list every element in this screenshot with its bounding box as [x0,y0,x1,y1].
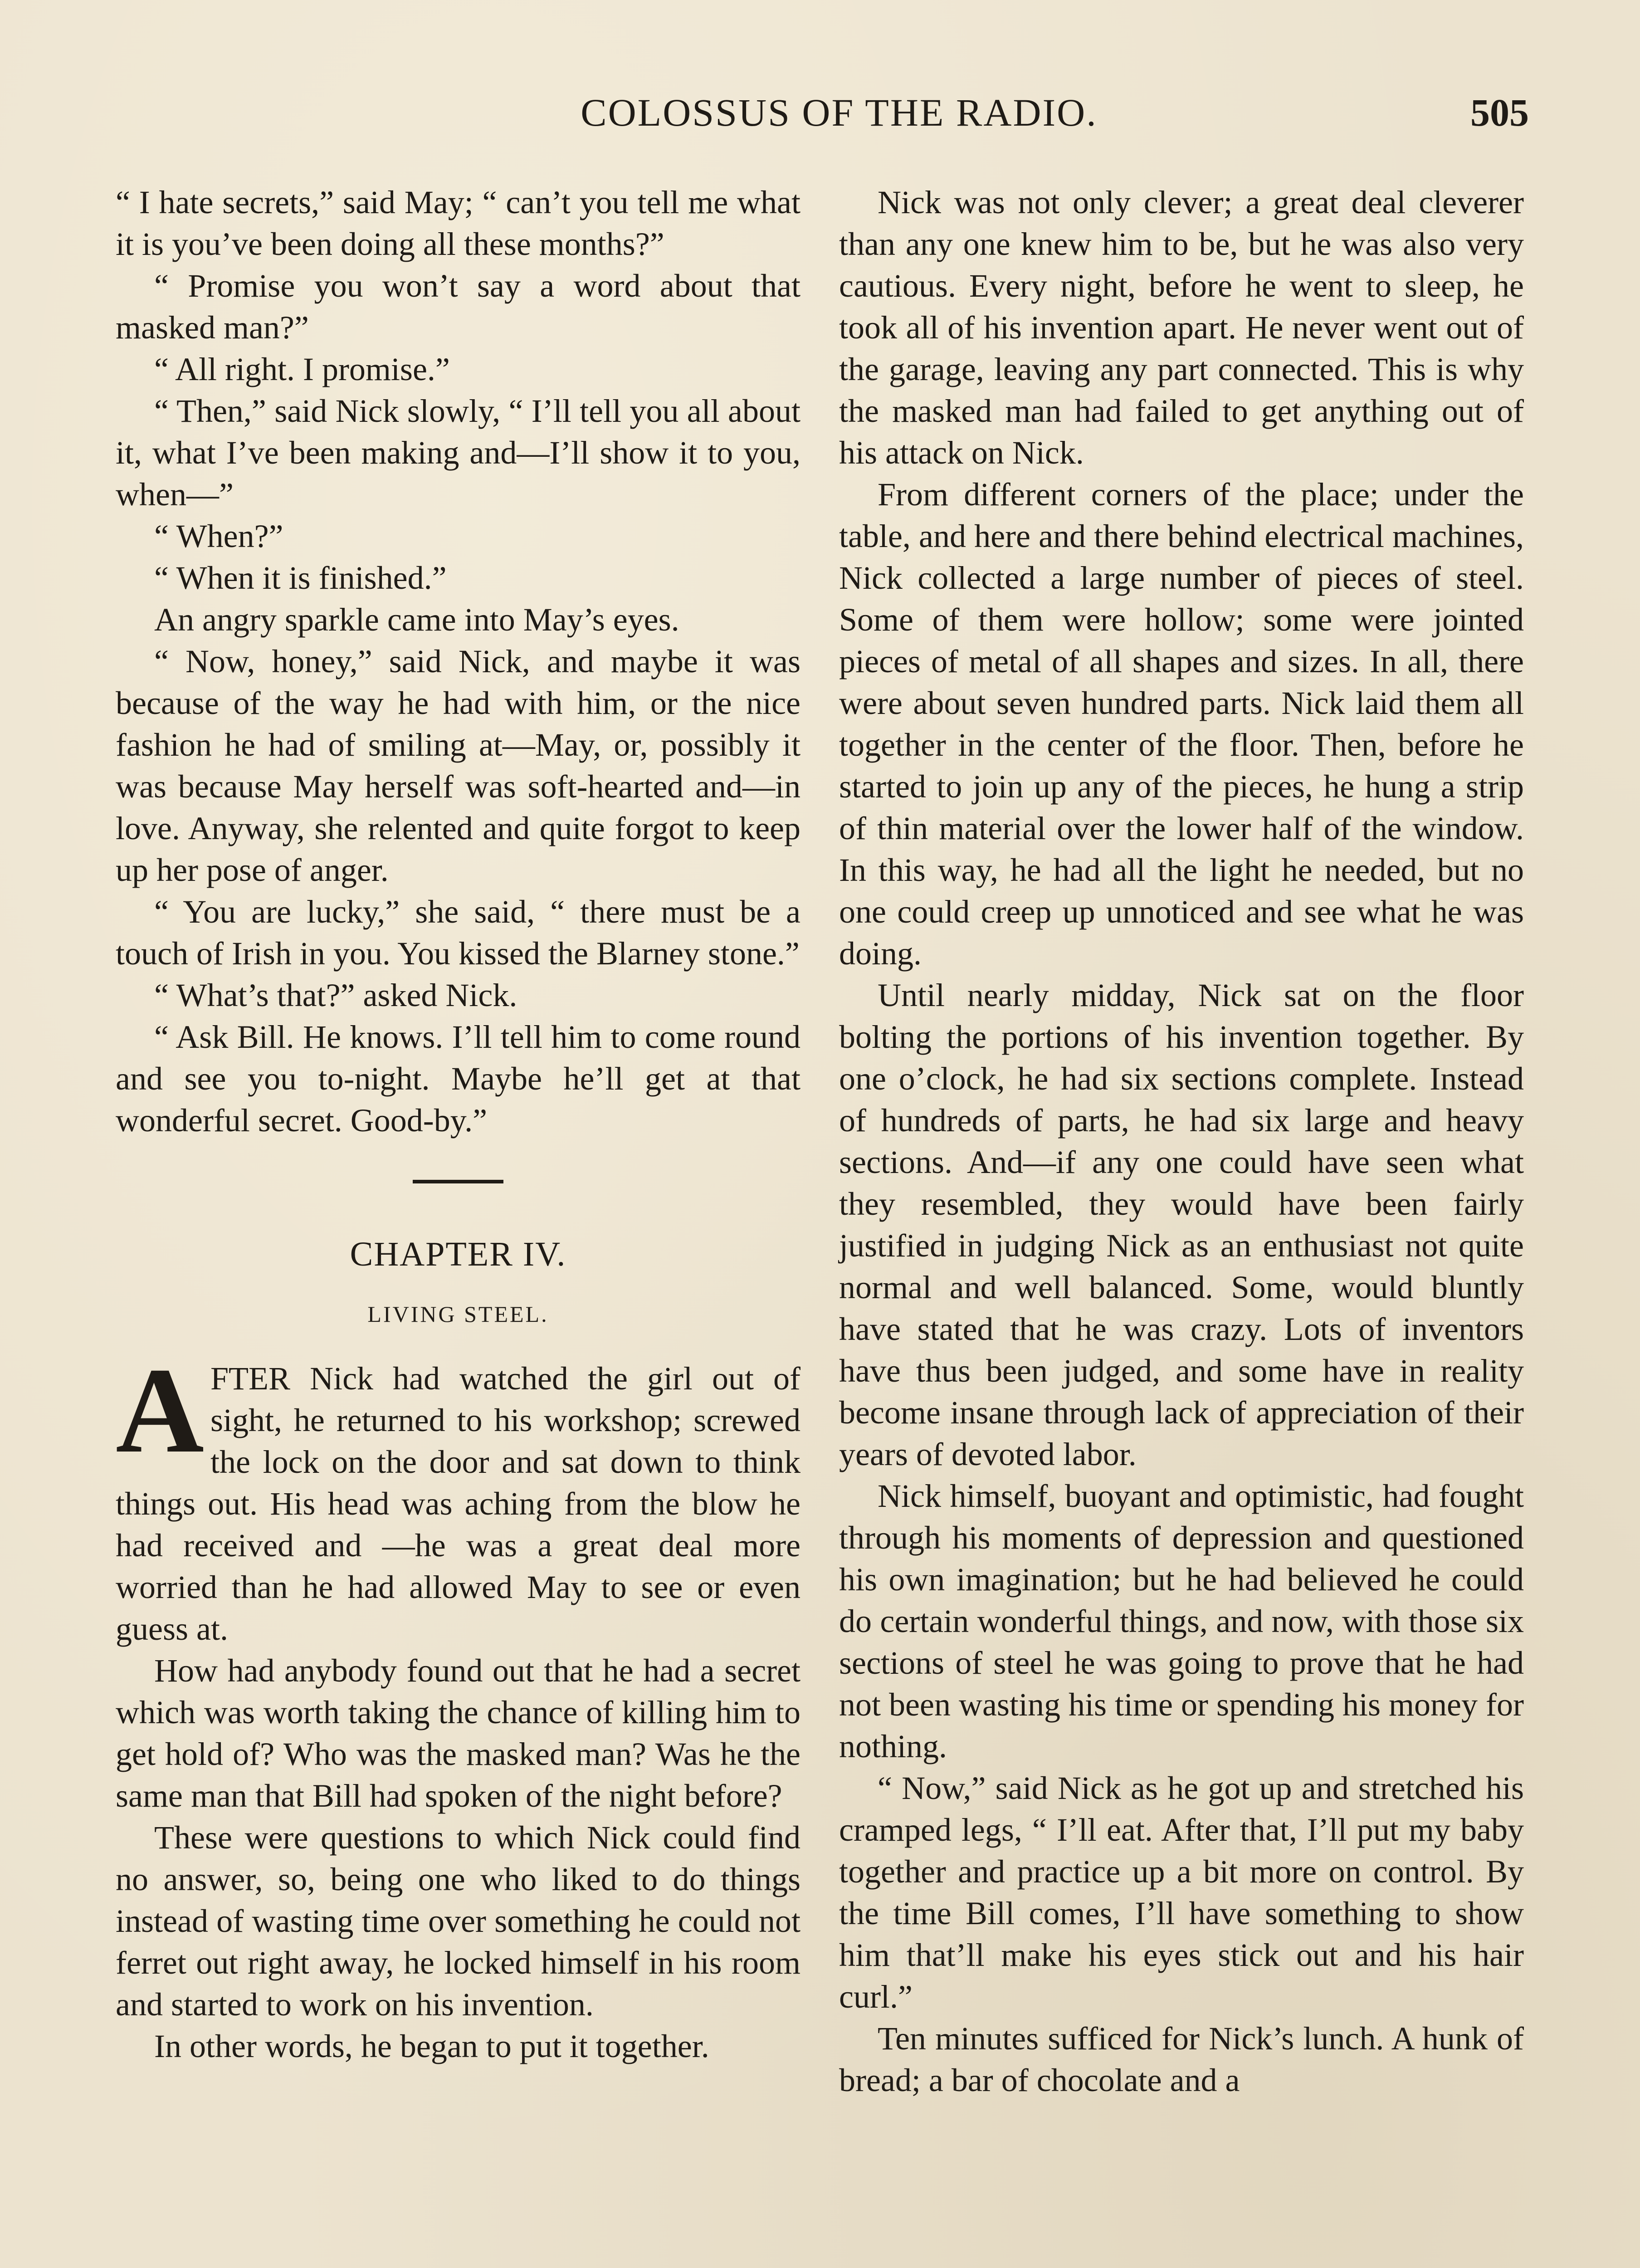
paragraph: Nick himself, buoyant and optimistic, had fought through his moments of depression and questioned his own imagination; but he had believed he could do certain wonderful things, and now, with those six sections of steel he was going to prove that he had not been wasting his time or spending his money for nothing. [839,1478,1524,1765]
paragraph: “ When it is finished.” [154,560,447,596]
paragraph: “ Now, honey,” said Nick, and maybe it was because of the way he had with him, or the nice fashion he had of smiling at—May, or, possibly it was because May herself was soft-hearted and—in love. Anyway, she relented and quite forgot to keep up her pose of anger. [116,643,800,888]
paragraph: An angry sparkle came into May’s eyes. [154,601,679,638]
running-header-title: COLOSSUS OF THE RADIO. [581,91,1098,134]
paragraph: Until nearly midday, Nick sat on the floor bolting the portions of his invention together. By one o’clock, he had six sections complete. Instead of hundreds of parts, he had six large and heavy sections. And—if any one could have seen what they resembled, they would have been fairly justified in judging Nick as an enthusiast not quite normal and well balanced. Some, would bluntly have stated that he was crazy. Lots of inventors have thus been judged, and some have in reality become insane through lack of appreciation of their years of devoted labor. [839,977,1524,1472]
paragraph: “ Promise you won’t say a word about that masked man?” [116,268,800,346]
right-column [839,181,1524,2101]
paragraph: Ten minutes sufficed for Nick’s lunch. A hunk of bread; a bar of chocolate and a [839,2020,1524,2098]
paragraph: “ When?” [154,518,283,554]
paragraph: In other words, he began to put it together. [154,2028,709,2064]
drop-cap: A [116,1343,204,1478]
paragraph: “ Then,” said Nick slowly, “ I’ll tell you all about it, what I’ve been making and—I’ll show it to you, when—” [116,393,800,513]
opening-text: FTER Nick had watched the girl out of sight, he returned to his workshop; screwed the lock on the door and sat down to think things out. His head was aching from the blow he had received and —he was a great deal more worried than he had allowed May to see or even guess at. [116,1360,800,1647]
section-divider [413,1180,503,1183]
chapter-heading: CHAPTER IV. [350,1235,566,1273]
chapter-subtitle: LIVING STEEL. [367,1301,549,1327]
paragraph: “ Now,” said Nick as he got up and stretched his cramped legs, “ I’ll eat. After that, I’ll put my baby together and practice up a bit more on control. By the time Bill comes, I’ll have something to show him that’ll make his eyes stick out and his hair curl.” [839,1770,1524,2015]
left-column [116,181,800,2067]
chapter-opening-paragraph [116,1343,800,1650]
paragraph: “ I hate secrets,” said May; “ can’t you tell me what it is you’ve been doing all these months?” [116,184,800,262]
paragraph: Nick was not only clever; a great deal cleverer than any one knew him to be, but he was also very cautious. Every night, before he went to sleep, he took all of his invention apart. He never went out of the garage, leaving any part connected. This is why the masked man had failed to get anything out of his attack on Nick. [839,184,1524,471]
paragraph: “ What’s that?” asked Nick. [154,977,517,1013]
paragraph: “ Ask Bill. He knows. I’ll tell him to come round and see you to-night. Maybe he’ll get at that wonderful secret. Good-by.” [116,1019,800,1139]
paragraph: “ All right. I promise.” [154,351,450,387]
paragraph: “ You are lucky,” she said, “ there must be a touch of Irish in you. You kissed the Blarney stone.” [116,894,800,972]
paragraph: How had anybody found out that he had a secret which was worth taking the chance of killing him to get hold of? Who was the masked man? Was he the same man that Bill had spoken of the night before? [116,1652,800,1814]
paragraph: These were questions to which Nick could find no answer, so, being one who liked to do things instead of wasting time over something he could not ferret out right away, he locked himself in his room and started to work on his invention. [116,1819,800,2023]
paragraph: From different corners of the place; under the table, and here and there behind electrical machines, Nick collected a large number of pieces of steel. Some of them were hollow; some were jointed pieces of metal of all shapes and sizes. In all, there were about seven hundred parts. Nick laid them all together in the center of the floor. Then, before he started to join up any of the pieces, he hung a strip of thin material over the lower half of the window. In this way, he had all the light he needed, but no one could creep up unnoticed and see what he was doing. [839,476,1524,972]
page-number: 505 [1470,91,1529,134]
